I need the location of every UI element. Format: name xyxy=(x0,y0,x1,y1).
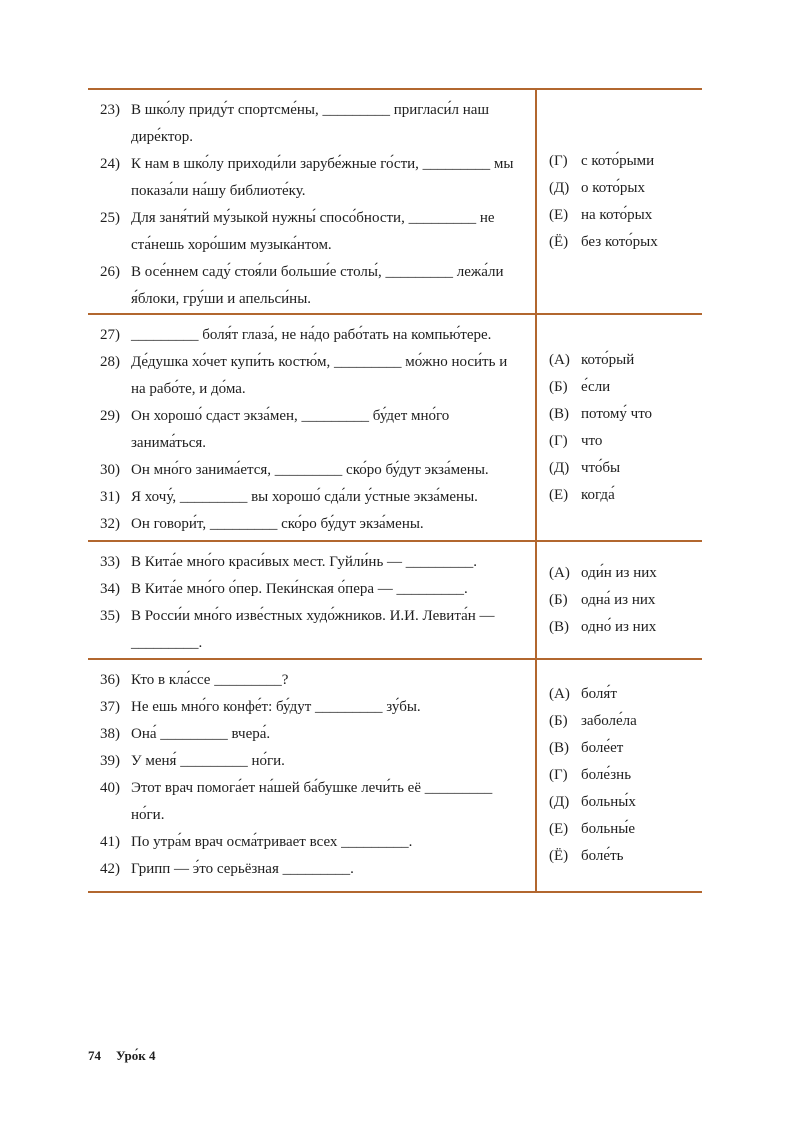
question-block xyxy=(88,542,702,660)
answer-option xyxy=(549,229,702,256)
question xyxy=(100,603,529,657)
question-number: 32) xyxy=(100,516,120,532)
option-label: больны́е xyxy=(581,821,636,837)
question-line: Я хочу́, _________ вы хорошо́ сда́ли у́стные экза́мены. xyxy=(131,489,478,505)
option-label: одно́ из них xyxy=(581,618,657,635)
question xyxy=(100,484,529,511)
answer-option xyxy=(549,482,702,509)
question-text xyxy=(131,205,529,259)
question xyxy=(100,457,529,484)
question-number: 34) xyxy=(100,581,120,597)
question-cell xyxy=(88,542,535,658)
answer-option xyxy=(549,843,702,870)
question-text xyxy=(131,603,529,657)
question-line: Грипп — э́то серьёзная _________. xyxy=(131,861,354,877)
question xyxy=(100,403,529,457)
option-label: потому́ что xyxy=(581,405,653,422)
question-number: 29) xyxy=(100,408,120,424)
question-line: Он мно́го занима́ется, _________ ско́ро бу́дут экза́мены. xyxy=(131,462,489,478)
option-marker: (В) xyxy=(549,618,569,635)
question-number: 42) xyxy=(100,861,120,877)
question-text xyxy=(131,457,529,484)
question-line: ста́нешь хоро́шим музыка́нтом. xyxy=(131,237,332,253)
answer-option xyxy=(549,614,702,641)
answer-option xyxy=(549,735,702,762)
question-line: показа́ли на́шу библиоте́ку. xyxy=(131,183,306,199)
question-cell xyxy=(88,660,535,891)
question-text xyxy=(131,775,529,829)
option-marker: (Д) xyxy=(549,459,570,476)
option-marker: (А) xyxy=(549,686,570,702)
option-label: оди́н из них xyxy=(581,564,657,581)
options-cell xyxy=(535,660,702,891)
question xyxy=(100,856,529,883)
question-line: Кто в кла́ссе _________? xyxy=(131,672,289,688)
question-line: У меня́ _________ но́ги. xyxy=(131,753,285,769)
option-marker: (В) xyxy=(549,405,569,422)
option-marker: (Г) xyxy=(549,767,568,783)
question-text xyxy=(131,829,529,856)
answer-option xyxy=(549,455,702,482)
question-line: _________. xyxy=(131,635,203,651)
answer-option xyxy=(549,428,702,455)
option-label: с кото́рыми xyxy=(581,152,655,169)
option-label: е́сли xyxy=(581,378,611,395)
question-number: 30) xyxy=(100,462,120,478)
question xyxy=(100,775,529,829)
question-number: 28) xyxy=(100,354,120,370)
question-line: Он хорошо́ сдаст экза́мен, _________ бу́дет мно́го xyxy=(131,408,450,424)
option-marker: (Е) xyxy=(549,206,569,223)
question xyxy=(100,151,529,205)
question-text xyxy=(131,322,529,349)
question-line: занима́ться. xyxy=(131,435,206,451)
options-cell xyxy=(535,90,702,313)
question-line: В Росси́и мно́го изве́стных худо́жников. И.И. Левита́н — xyxy=(131,608,495,624)
question-text xyxy=(131,748,529,775)
question-number: 24) xyxy=(100,156,120,172)
options-cell xyxy=(535,542,702,658)
option-label: одна́ из них xyxy=(581,591,656,608)
question-number: 31) xyxy=(100,489,120,505)
question-line: В Кита́е мно́го краси́вых мест. Гуйли́нь — _________. xyxy=(131,554,478,570)
option-marker: (Д) xyxy=(549,179,570,196)
question xyxy=(100,721,529,748)
option-label: когда́ xyxy=(581,486,615,503)
question-text xyxy=(131,484,529,511)
question xyxy=(100,322,529,349)
question-line: К нам в шко́лу приходи́ли зарубе́жные го́сти, _________ мы xyxy=(131,156,514,172)
question-text xyxy=(131,403,529,457)
exercise-table xyxy=(88,88,702,893)
question xyxy=(100,829,529,856)
question-text xyxy=(131,511,529,538)
option-label: боля́т xyxy=(581,686,617,702)
question xyxy=(100,667,529,694)
option-label: кото́рый xyxy=(581,351,635,368)
option-label: боле́ть xyxy=(581,848,624,864)
answer-option xyxy=(549,401,702,428)
question-number: 23) xyxy=(100,102,120,118)
option-marker: (В) xyxy=(549,740,569,756)
question-line: дире́ктор. xyxy=(131,129,194,145)
answer-option xyxy=(549,175,702,202)
option-label: боле́знь xyxy=(581,767,632,783)
answer-option xyxy=(549,587,702,614)
question-text xyxy=(131,694,529,721)
answer-option xyxy=(549,374,702,401)
question-number: 37) xyxy=(100,699,120,715)
answer-option xyxy=(549,681,702,708)
question-line: на рабо́те, и до́ма. xyxy=(131,381,246,397)
question-text xyxy=(131,856,529,883)
option-marker: (Г) xyxy=(549,152,568,169)
page-footer xyxy=(88,1048,155,1064)
question-text xyxy=(131,667,529,694)
question-block xyxy=(88,660,702,893)
question-text xyxy=(131,721,529,748)
option-marker: (Ё) xyxy=(549,848,569,864)
question xyxy=(100,97,529,151)
option-label: на кото́рых xyxy=(581,206,653,223)
question-block xyxy=(88,315,702,542)
option-label: без кото́рых xyxy=(581,233,658,250)
answer-option xyxy=(549,762,702,789)
question-line: По утра́м врач осма́тривает всех _________. xyxy=(131,834,413,850)
question-number: 40) xyxy=(100,780,120,796)
question-number: 35) xyxy=(100,608,120,624)
answer-option xyxy=(549,347,702,374)
question-number: 33) xyxy=(100,554,120,570)
answer-option xyxy=(549,789,702,816)
option-label: заболе́ла xyxy=(581,713,637,729)
page-number: 74 xyxy=(88,1048,101,1063)
option-marker: (Б) xyxy=(549,713,568,729)
question-number: 41) xyxy=(100,834,120,850)
question-line: Для заня́тий му́зыкой нужны́ спосо́бности, _________ не xyxy=(131,210,495,226)
question-number: 36) xyxy=(100,672,120,688)
option-label: о кото́рых xyxy=(581,179,646,196)
option-marker: (Е) xyxy=(549,821,569,837)
question-line: но́ги. xyxy=(131,807,165,823)
question xyxy=(100,694,529,721)
option-marker: (Ё) xyxy=(549,233,569,250)
question-number: 39) xyxy=(100,753,120,769)
question xyxy=(100,748,529,775)
question-number: 27) xyxy=(100,327,120,343)
option-marker: (Е) xyxy=(549,486,569,503)
option-label: боле́ет xyxy=(581,740,624,756)
question-line: Этот врач помога́ет на́шей ба́бушке лечи́ть её _________ xyxy=(131,780,493,796)
question-line: В осе́ннем саду́ стоя́ли больши́е столы́, _________ лежа́ли xyxy=(131,264,504,280)
question-text xyxy=(131,349,529,403)
question xyxy=(100,576,529,603)
option-label: что xyxy=(581,432,603,449)
question xyxy=(100,259,529,313)
option-marker: (Б) xyxy=(549,591,568,608)
question-text xyxy=(131,576,529,603)
lesson-label: Уро́к 4 xyxy=(116,1048,156,1063)
question-text xyxy=(131,151,529,205)
question xyxy=(100,205,529,259)
option-marker: (Б) xyxy=(549,378,568,395)
answer-option xyxy=(549,202,702,229)
question-line: Он говори́т, _________ ско́ро бу́дут экза́мены. xyxy=(131,516,424,532)
answer-option xyxy=(549,708,702,735)
option-marker: (А) xyxy=(549,351,570,368)
option-label: больны́х xyxy=(581,794,636,810)
question-number: 26) xyxy=(100,264,120,280)
question-cell xyxy=(88,90,535,313)
question-text xyxy=(131,97,529,151)
option-label: что́бы xyxy=(581,459,621,476)
question-block xyxy=(88,90,702,315)
question xyxy=(100,349,529,403)
question-cell xyxy=(88,315,535,540)
answer-option xyxy=(549,148,702,175)
option-marker: (Г) xyxy=(549,432,568,449)
question-line: Де́душка хо́чет купи́ть костю́м, _________ мо́жно носи́ть и xyxy=(131,354,508,370)
question-line: Не ешь мно́го конфе́т: бу́дут _________ зу́бы. xyxy=(131,699,421,715)
question-number: 25) xyxy=(100,210,120,226)
question xyxy=(100,511,529,538)
option-marker: (Д) xyxy=(549,794,570,810)
question-line: Она́ _________ вчера́. xyxy=(131,726,271,742)
option-marker: (А) xyxy=(549,564,570,581)
answer-option xyxy=(549,816,702,843)
options-cell xyxy=(535,315,702,540)
question-text xyxy=(131,549,529,576)
question-number: 38) xyxy=(100,726,120,742)
question xyxy=(100,549,529,576)
question-text xyxy=(131,259,529,313)
question-line: В шко́лу приду́т спортсме́ны, _________ пригласи́л наш xyxy=(131,102,489,118)
answer-option xyxy=(549,560,702,587)
question-line: я́блоки, гру́ши и апельси́ны. xyxy=(131,291,312,307)
question-line: В Кита́е мно́го о́пер. Пеки́нская о́пера — _________. xyxy=(131,581,468,597)
question-line: _________ боля́т глаза́, не на́до рабо́тать на компью́тере. xyxy=(131,327,492,343)
